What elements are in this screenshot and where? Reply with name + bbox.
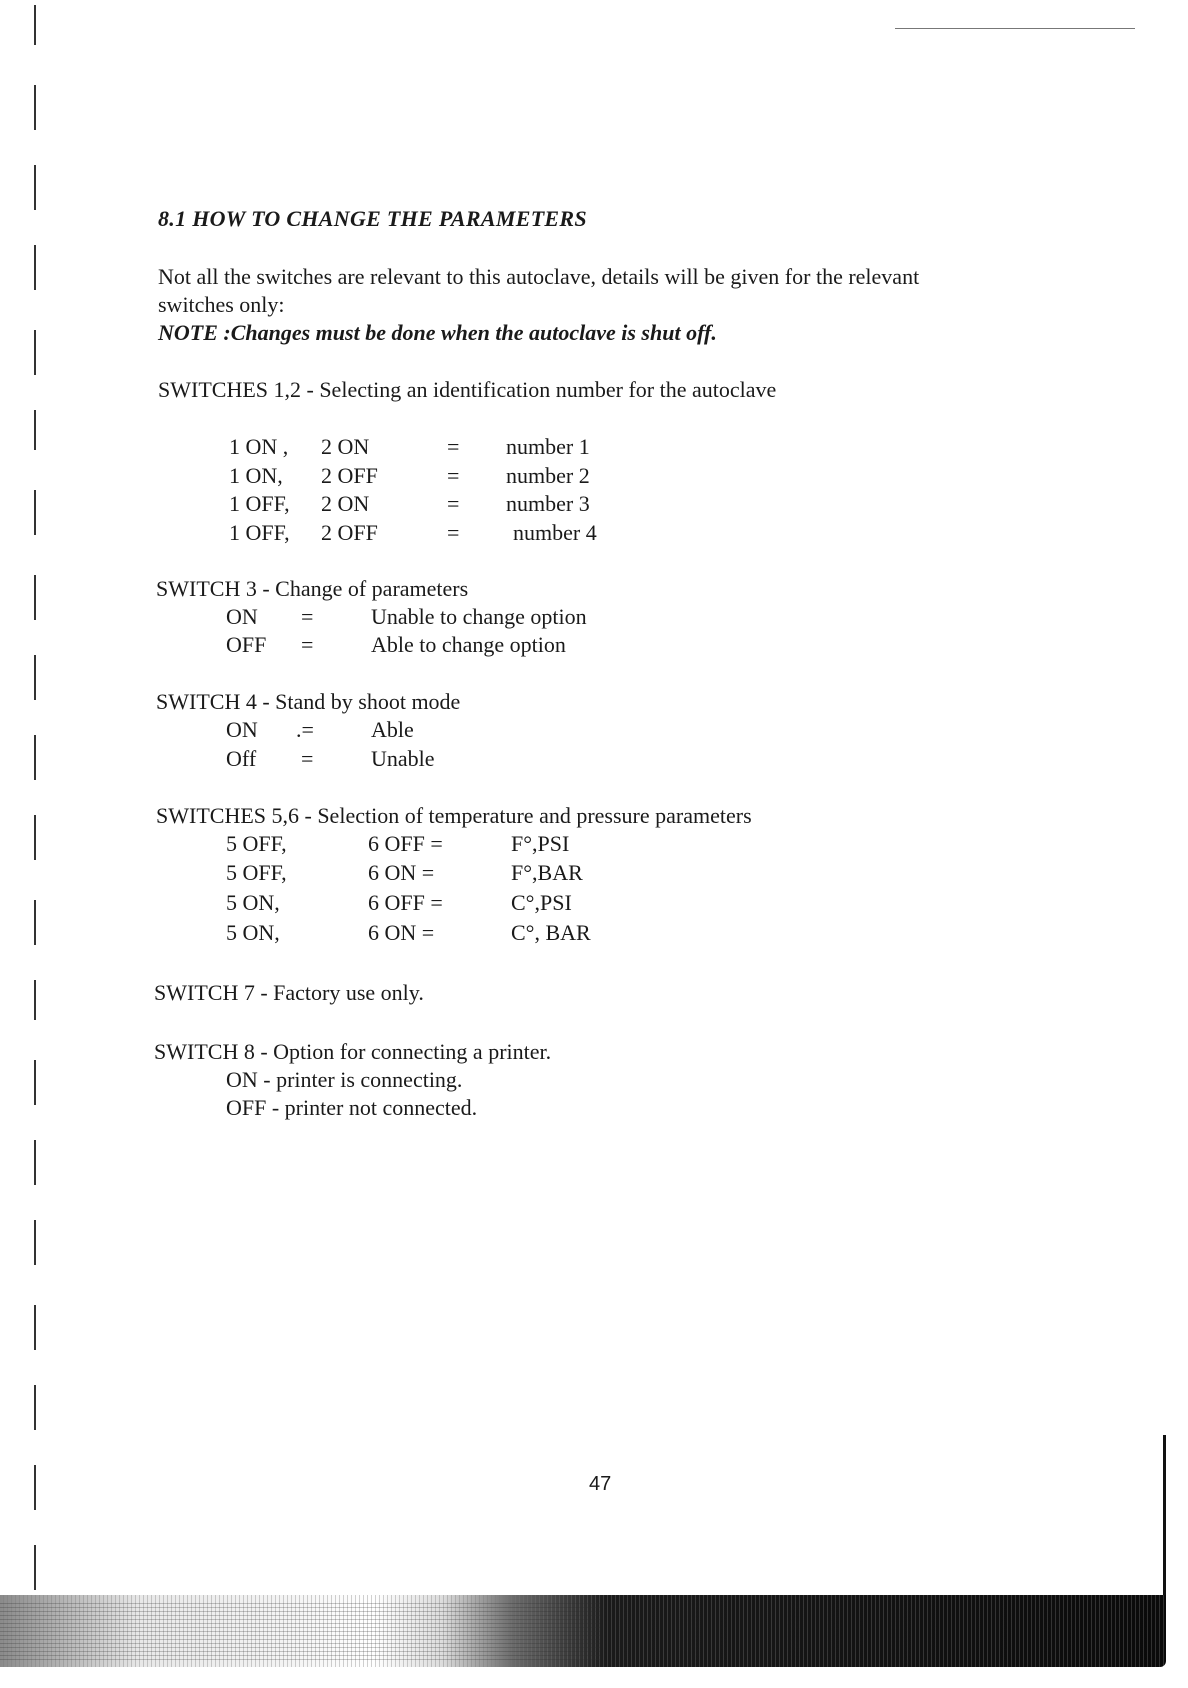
s4-row-2-a: Off (226, 746, 257, 771)
binding-mark (34, 1545, 36, 1590)
s12-row-1-b: 2 ON (321, 434, 370, 459)
s4-row-1-a: ON (226, 717, 258, 742)
binding-mark (34, 655, 36, 700)
s12-row-4-eq: = (447, 520, 460, 545)
binding-mark (34, 5, 36, 45)
s56-row-3-val: C°,PSI (511, 890, 572, 915)
s3-row-1-val: Unable to change option (371, 604, 587, 629)
s56-row-3-a: 5 ON, (226, 890, 280, 915)
scan-edge-bar (1163, 1435, 1166, 1615)
s12-row-2-eq: = (447, 463, 460, 488)
s56-row-2-a: 5 OFF, (226, 860, 287, 885)
s4-row-1-eq: .= (296, 717, 314, 742)
s56-row-2-b: 6 ON = (368, 860, 435, 885)
binding-mark (34, 735, 36, 780)
s56-row-4-val: C°, BAR (511, 920, 591, 945)
s56-row-4-b: 6 ON = (368, 920, 435, 945)
note-text: NOTE :Changes must be done when the autoclave is shut off. (158, 320, 717, 345)
binding-mark (34, 85, 36, 130)
s3-row-2-val: Able to change option (371, 632, 566, 657)
s12-row-4-b: 2 OFF (321, 520, 378, 545)
binding-mark (34, 165, 36, 210)
s56-row-2-val: F°,BAR (511, 860, 583, 885)
binding-mark (34, 1220, 36, 1265)
s56-row-1-val: F°,PSI (511, 831, 570, 856)
binding-mark (34, 1385, 36, 1430)
s4-row-1-val: Able (371, 717, 414, 742)
binding-mark (34, 575, 36, 620)
s12-row-3-val: number 3 (506, 491, 590, 516)
binding-mark (34, 1140, 36, 1185)
s8-on: ON - printer is connecting. (226, 1067, 463, 1092)
switch-8-title: SWITCH 8 - Option for connecting a printer. (154, 1039, 552, 1064)
page-number: 47 (589, 1473, 612, 1495)
s12-row-1-eq: = (447, 434, 460, 459)
s8-off: OFF - printer not connected. (226, 1095, 478, 1120)
intro-line-2: switches only: (158, 292, 285, 317)
s3-row-1-eq: = (301, 604, 314, 629)
switch-4-title: SWITCH 4 - Stand by shoot mode (156, 689, 461, 714)
s3-row-2-a: OFF (226, 632, 267, 657)
s56-row-4-a: 5 ON, (226, 920, 280, 945)
switch-7-title: SWITCH 7 - Factory use only. (154, 980, 424, 1005)
binding-mark (34, 1465, 36, 1510)
s56-row-1-b: 6 OFF = (368, 831, 443, 856)
binding-mark (34, 410, 36, 450)
binding-mark (34, 490, 36, 535)
s12-row-3-eq: = (447, 491, 460, 516)
s3-row-2-eq: = (301, 632, 314, 657)
binding-mark (34, 330, 36, 375)
binding-mark (34, 815, 36, 860)
s4-row-2-eq: = (301, 746, 314, 771)
s3-row-1-a: ON (226, 604, 258, 629)
top-rule (895, 28, 1135, 29)
s12-row-1-a: 1 ON , (229, 434, 289, 459)
s12-row-2-val: number 2 (506, 463, 590, 488)
binding-mark (34, 245, 36, 290)
s12-row-2-b: 2 OFF (321, 463, 378, 488)
binding-mark (34, 1305, 36, 1350)
s12-row-1-val: number 1 (506, 434, 590, 459)
intro-line-1: Not all the switches are relevant to this autoclave, details will be given for the relevant (158, 264, 920, 289)
s12-row-4-val: number 4 (513, 520, 597, 545)
binding-mark (34, 1060, 36, 1105)
s56-row-1-a: 5 OFF, (226, 831, 287, 856)
switch-3-title: SWITCH 3 - Change of parameters (156, 576, 469, 601)
binding-mark (34, 980, 36, 1020)
s12-row-3-a: 1 OFF, (229, 491, 290, 516)
s12-row-4-a: 1 OFF, (229, 520, 290, 545)
binding-mark (34, 900, 36, 945)
s56-row-3-b: 6 OFF = (368, 890, 443, 915)
s4-row-2-val: Unable (371, 746, 435, 771)
switches-5-6-title: SWITCHES 5,6 - Selection of temperature and pressure parameters (156, 803, 752, 828)
scan-noise (0, 1600, 600, 1660)
section-heading: 8.1 HOW TO CHANGE THE PARAMETERS (158, 206, 587, 231)
s12-row-3-b: 2 ON (321, 491, 370, 516)
s12-row-2-a: 1 ON, (229, 463, 283, 488)
switches-1-2-title: SWITCHES 1,2 - Selecting an identification number for the autoclave (158, 377, 777, 402)
